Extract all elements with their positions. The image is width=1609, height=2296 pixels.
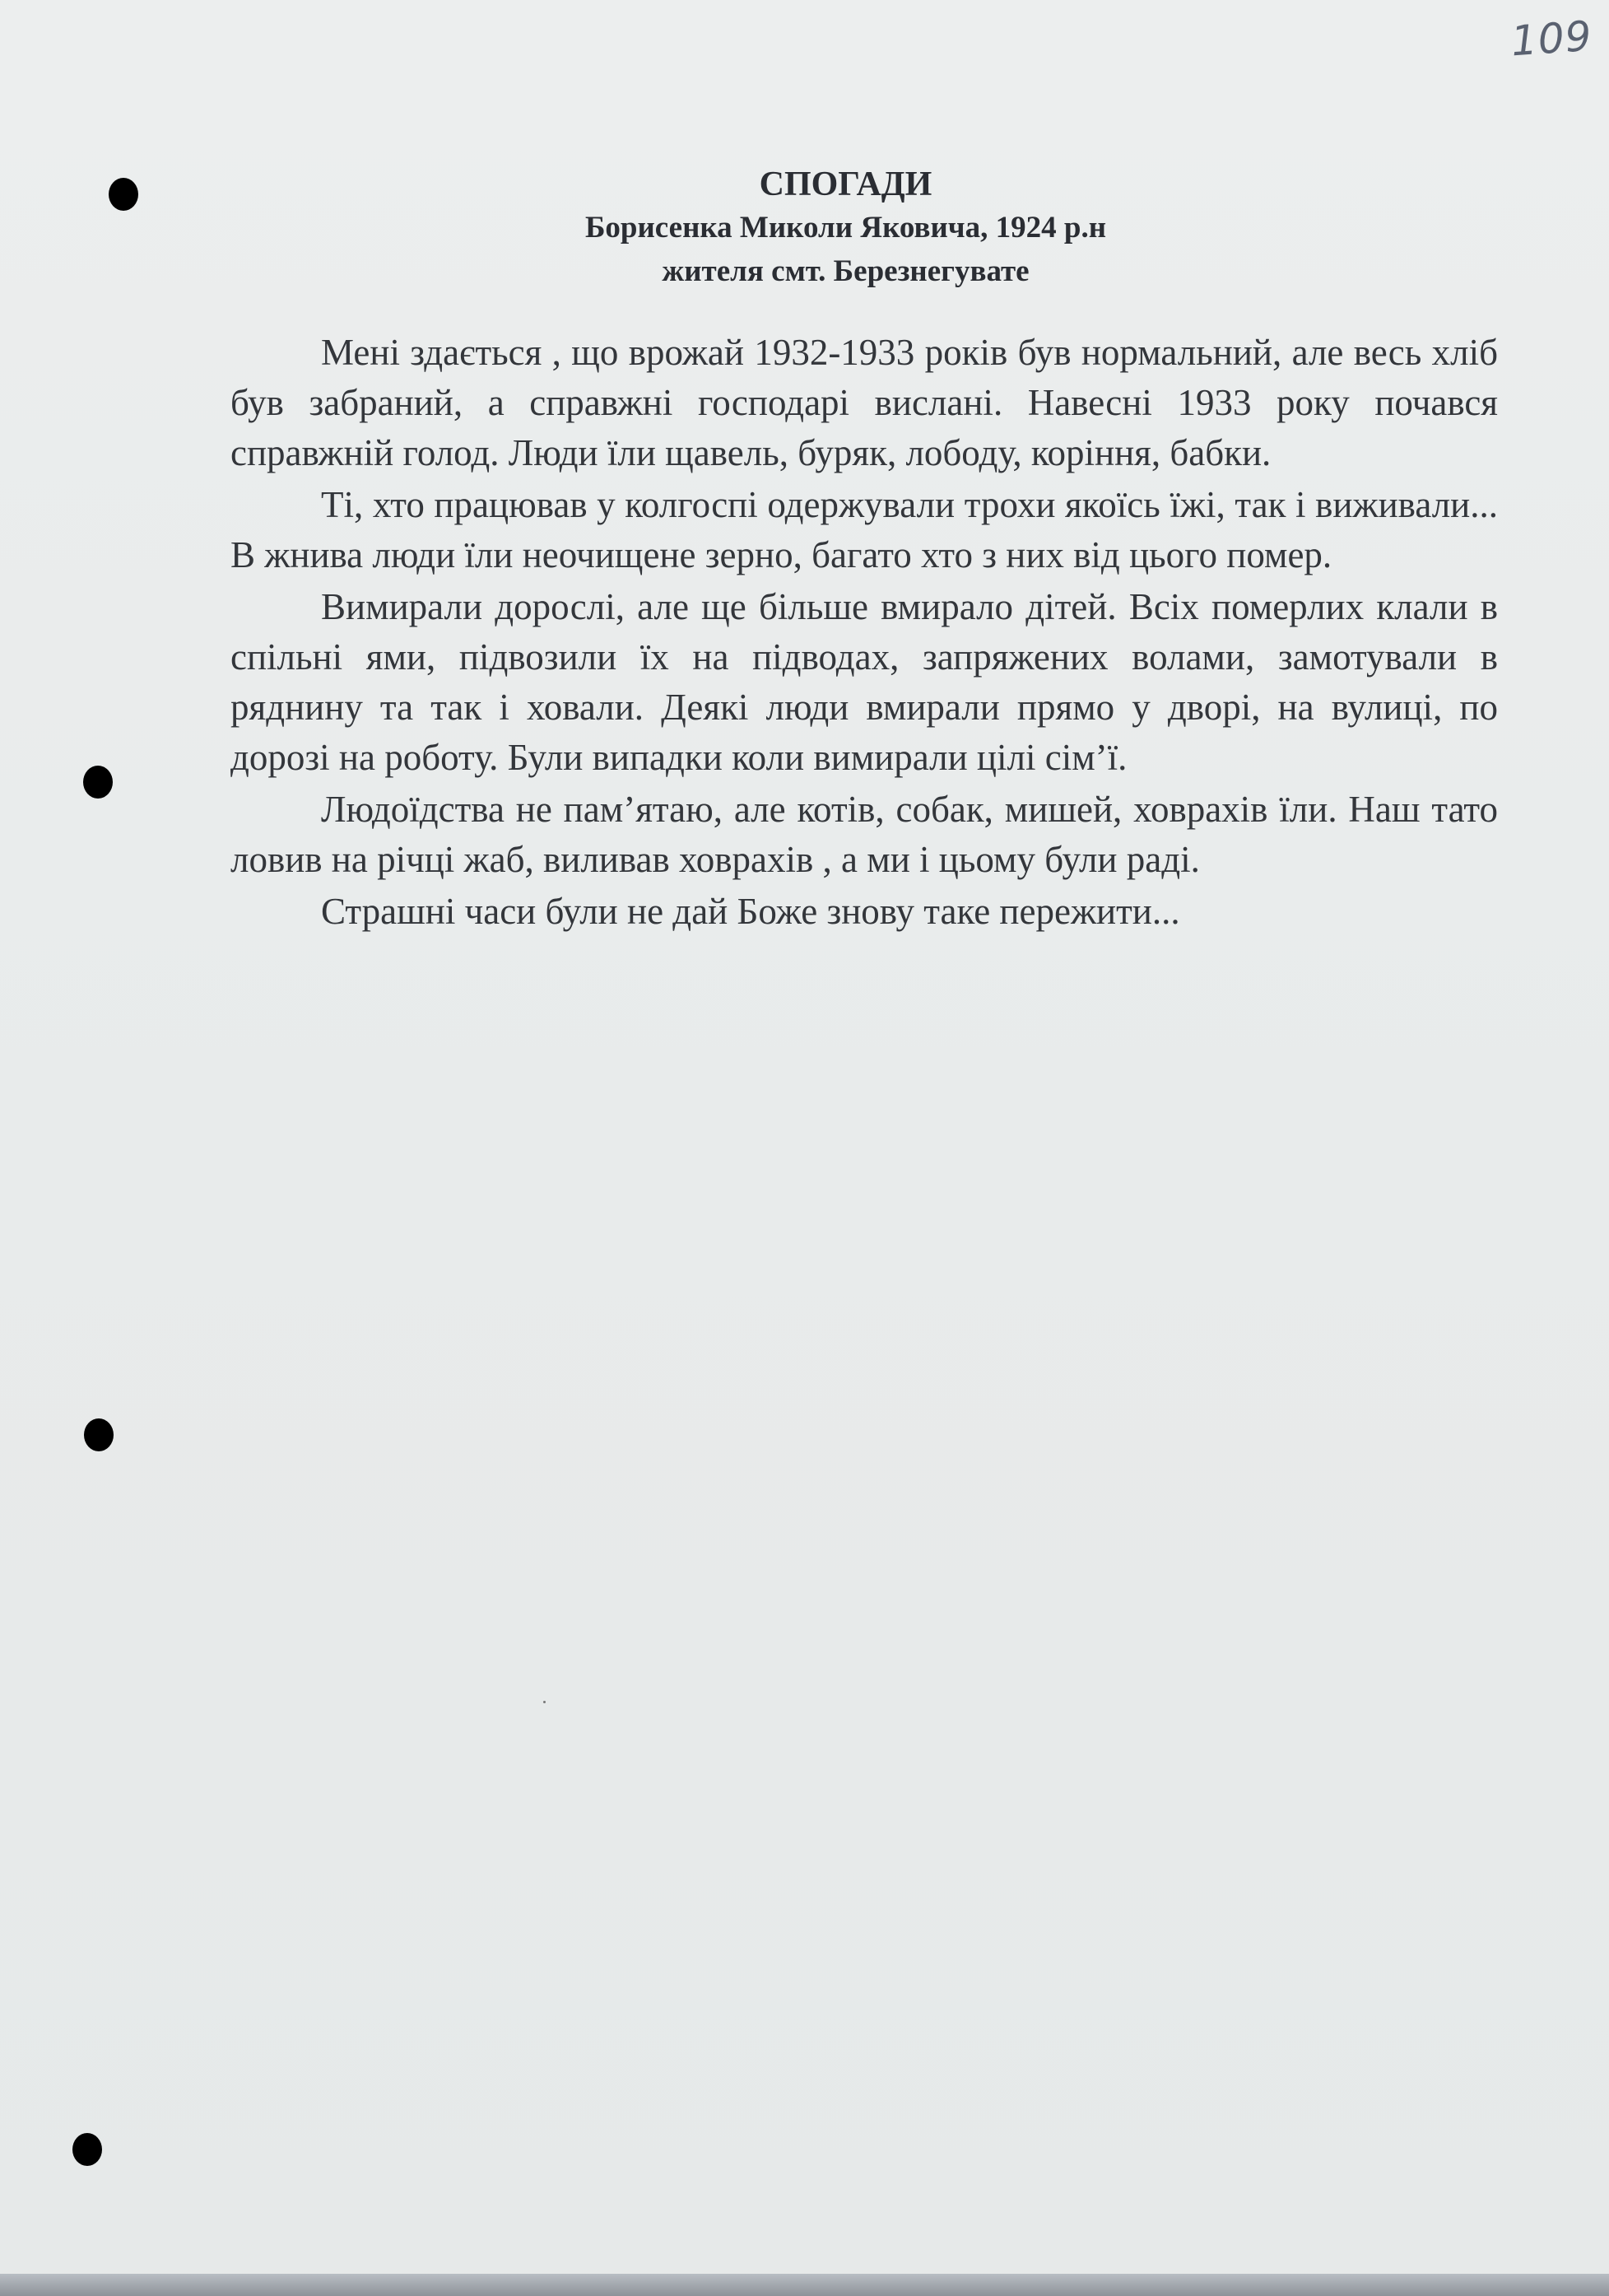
page-bottom-edge bbox=[0, 2274, 1609, 2296]
punch-hole bbox=[84, 1418, 114, 1451]
punch-hole bbox=[72, 2133, 102, 2166]
paragraph-1: Мені здається , що врожай 1932-1933 років був нормальний, але весь хліб був забраний, а справжні господарі вислані. Навесні 1933 року почався справжній голод. Люди їли щавель, буряк, лободу, коріння, бабки. bbox=[230, 332, 1498, 473]
paper-speck bbox=[543, 1701, 546, 1703]
paragraph-4: Людоїдства не пам’ятаю, але котів, собак, мишей, ховрахів їли. Наш тато ловив на річці жаб, виливав ховрахів , а ми і цьому були раді. bbox=[230, 789, 1498, 880]
memoir-body bbox=[230, 328, 1498, 938]
document-title: СПОГАДИ bbox=[759, 165, 932, 203]
handwritten-page-number: 109 bbox=[1509, 12, 1594, 66]
paragraph-3: Вимирали дорослі, але ще більше вмирало дітей. Всіх померлих клали в спільні ями, підвозили їх на підводах, запряжених волами, замотували в ряднину та так і ховали. Деякі люди вмирали прямо у дворі, на вулиці, по дорозі на роботу. Були випадки коли вимирали цілі сім’ї. bbox=[230, 586, 1498, 778]
document-residence: жителя смт. Березнегувате bbox=[662, 254, 1030, 288]
paragraph-5: Страшні часи були не дай Боже знову таке пережити... bbox=[321, 891, 1180, 932]
paragraph-2: Ті, хто працював у колгоспі одержували трохи якоїсь їжі, так і виживали... В жнива люди їли неочищене зерно, багато хто з них від цього помер. bbox=[230, 484, 1498, 575]
document-subtitle: Борисенка Миколи Яковича, 1924 р.н bbox=[584, 211, 1107, 245]
punch-hole bbox=[83, 766, 113, 799]
